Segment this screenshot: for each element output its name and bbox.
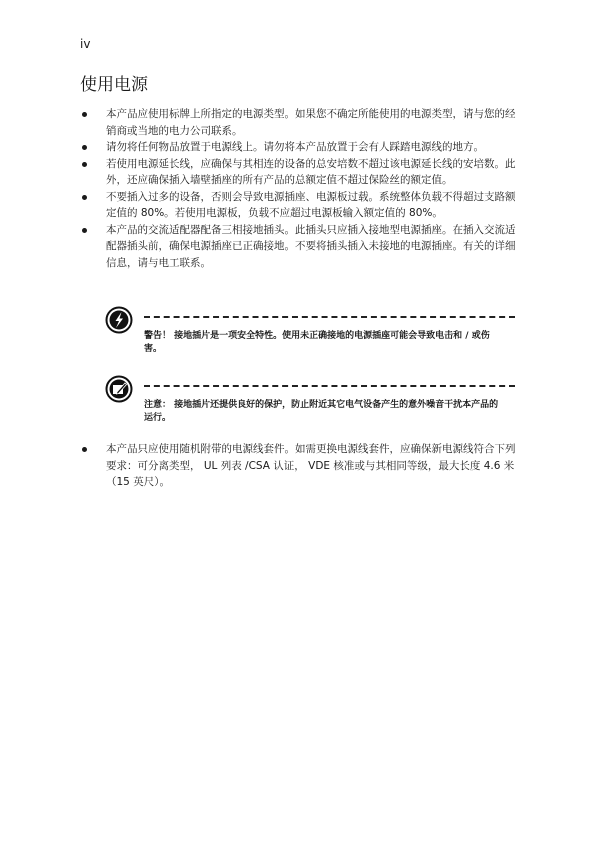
list-item: [80, 189, 520, 222]
dashed-divider: [144, 385, 515, 387]
warning-text: 警告！ 接地插片是一项安全特性。使用未正确接地的电源插座可能会导致电击和 / 或伤害。: [144, 331, 490, 354]
list-item-text: 不要插入过多的设备，否则会导致电源插座、电源板过载。系统整体负载不得超过支路额定值的 80%。若使用电源板，负载不应超过电源板输入额定值的 80%。: [106, 190, 516, 219]
list-item: [80, 441, 520, 491]
list-item-text: 本产品应使用标牌上所指定的电源类型。如果您不确定所能使用的电源类型，请与您的经销商或当地的电力公司联系。: [106, 108, 516, 137]
bullet-dot-icon: [82, 112, 87, 117]
bullet-list-bottom: [80, 441, 520, 491]
list-item: [80, 156, 520, 189]
warning-bolt-icon: [105, 306, 133, 334]
list-item-text: 若使用电源延长线，应确保与其相连的设备的总安培数不超过该电源延长线的安培数。此外，还应确保插入墙壁插座的所有产品的总额定值不超过保险丝的额定值。: [106, 157, 516, 186]
page-number: iv: [80, 37, 91, 51]
list-item-text: 本产品只应使用随机附带的电源线套件。如需更换电源线套件，应确保新电源线符合下列要求：可分离类型， UL 列表 /CSA 认证， VDE 核准或与其相同等级，最大长度 4.6 米 （15 英尺）。: [106, 443, 516, 488]
list-item-text: 请勿将任何物品放置于电源线上。请勿将本产品放置于会有人踩踏电源线的地方。: [106, 141, 484, 153]
list-item: [80, 139, 520, 156]
list-item-text: 本产品的交流适配器配备三相接地插头。此插头只应插入接地型电源插座。在插入交流适配器插头前，确保电源插座已正确接地。不要将插头插入未接地的电源插座。有关的详细信息，请与电工联系。: [106, 223, 516, 269]
bullet-dot-icon: [82, 447, 87, 452]
bullet-dot-icon: [82, 145, 87, 150]
note-pen-icon: [105, 375, 133, 403]
bullet-dot-icon: [82, 228, 87, 233]
bullet-dot-icon: [82, 162, 87, 167]
dashed-divider: [144, 316, 515, 318]
bullet-dot-icon: [82, 195, 87, 200]
notice-text: 注意： 接地插片还提供良好的保护，防止附近其它电气设备产生的意外噪音干扰本产品的运行。: [144, 400, 499, 423]
section-title: 使用电源: [80, 75, 148, 95]
bullet-list-top: [80, 106, 520, 271]
list-item: [80, 106, 520, 139]
list-item: [80, 222, 520, 272]
